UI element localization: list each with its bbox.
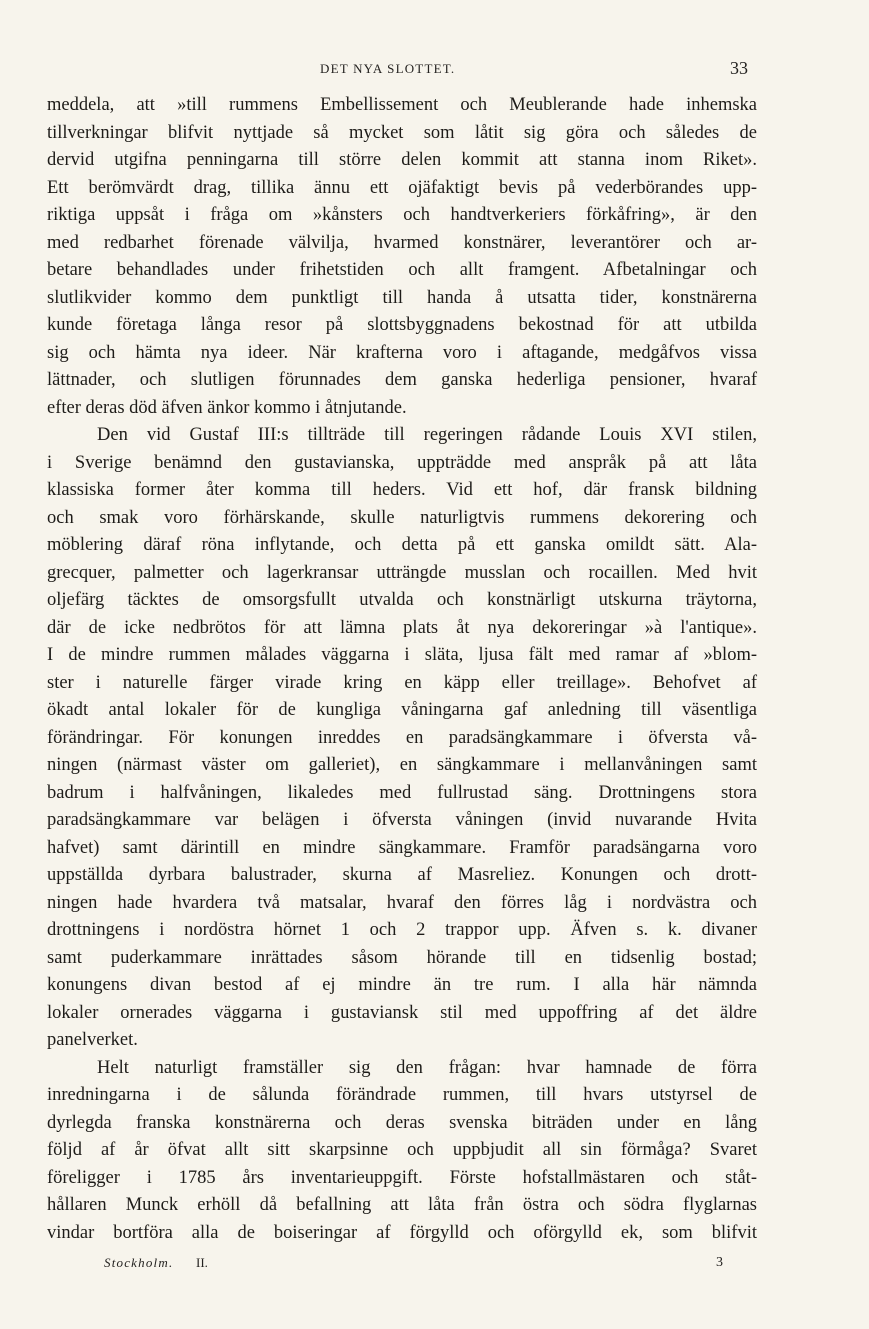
running-title: DET NYA SLOTTET. [320, 61, 456, 76]
text-line: paradsängkammare var belägen i öfversta våningen (invid nuvarande Hvita [47, 810, 757, 830]
text-line: med redbarhet förenade välvilja, hvarmed konstnärer, leverantörer och ar- [47, 232, 757, 253]
text-line: förändringar. För konungen inreddes en paradsängkammare i öfversta vå- [47, 727, 757, 748]
paragraph-start-line: Den vid Gustaf III:s tillträde till regeringen rådande Louis XVI stilen, [97, 425, 757, 445]
text-line: hafvet) samt därintill en mindre sängkammare. Framför paradsängarna voro [47, 837, 757, 858]
page-number: 33 [730, 58, 748, 78]
text-line: uppställda dyrbara balustrader, skurna af Masreliez. Konungen och drott- [47, 865, 757, 885]
text-line: ningen hade hvardera två matsalar, hvaraf den förres låg i nordvästra och [47, 892, 757, 913]
text-line: lokaler ornerades väggarna i gustaviansk stil med uppoffring af det äldre [47, 1002, 757, 1023]
text-line: badrum i halfvåningen, likaledes med fullrustad säng. Drottningens stora [47, 782, 757, 803]
body-text [47, 92, 757, 1247]
text-line: kunde företaga långa resor på slottsbyggnadens bekostnad för att utbilda [47, 315, 757, 335]
text-line: betare behandlades under frihetstiden och allt framgent. Afbetalningar och [47, 260, 757, 280]
text-line: tillverkningar blifvit nyttjade så mycket som låtit sig göra och således de [47, 122, 757, 143]
text-line: slutlikvider kommo dem punktligt till handa å utsatta tider, konstnärerna [47, 287, 757, 308]
text-line: följd af år öfvat allt sitt skarpsinne och uppbjudit all sin förmåga? Svaret [47, 1140, 757, 1160]
signature-place: Stockholm. [104, 1255, 174, 1270]
text-line: ster i naturelle färger virade kring en käpp eller treillage». Behofvet af [47, 672, 757, 693]
text-line: där de icke nedbrötos för att lämna plats åt nya dekoreringar »à l'antique». [47, 617, 757, 638]
text-line: riktiga uppsåt i fråga om »kånsters och handtverkeriers förkåfring», är den [47, 205, 757, 225]
paragraph-start-line: Helt naturligt framställer sig den frågan: hvar hamnade de förra [97, 1057, 757, 1078]
text-line: dyrlegda franska konstnärerna och deras svenska biträden under en lång [47, 1112, 757, 1133]
signature-number: 3 [716, 1255, 723, 1270]
text-line: efter deras död äfven änkor kommo i åtnjutande. [47, 397, 407, 418]
text-line: ningen (närmast väster om galleriet), en sängkammare i mellanvåningen samt [47, 755, 757, 775]
text-line: dervid utgifna penningarna till större delen kommit att stanna inom Riket». [47, 150, 757, 170]
text-line: panelverket. [47, 1030, 138, 1050]
text-line: vindar bortföra alla de boiseringar af förgylld och oförgylld ek, som blifvit [47, 1222, 757, 1243]
text-line: klassiska former åter komma till heders. Vid ett hof, där fransk bildning [47, 480, 757, 500]
text-line: konungens divan bestod af ej mindre än tre rum. I alla här nämnda [47, 975, 757, 995]
text-line: samt puderkammare inrättades såsom hörande till en tidsenlig bostad; [47, 947, 757, 968]
signature-part: II. [196, 1255, 208, 1270]
text-line: inredningarna i de sålunda förändrade rummen, till hvars utstyrsel de [47, 1085, 757, 1105]
text-line: Ett berömvärdt drag, tillika ännu ett ojäfaktigt bevis på vederbörandes upp- [47, 177, 757, 198]
text-line: meddela, att »till rummens Embellissement och Meublerande hade inhemska [47, 95, 757, 115]
text-line: ökadt antal lokaler för de kungliga våningarna gaf anledning till väsentliga [47, 700, 757, 720]
text-line: föreligger i 1785 års inventarieuppgift. Förste hofstallmästaren och ståt- [47, 1167, 757, 1188]
text-line: grecquer, palmetter och lagerkransar utträngde musslan och rocaillen. Med hvit [47, 562, 757, 583]
text-line: sig och hämta nya ideer. När krafterna voro i aftagande, medgåfvos vissa [47, 342, 757, 363]
text-line: hållaren Munck erhöll då befallning att låta från östra och södra flyglarnas [47, 1195, 757, 1215]
text-line: i Sverige benämnd den gustavianska, uppträdde med anspråk på att låta [47, 452, 757, 473]
text-line: drottningens i nordöstra hörnet 1 och 2 trappor upp. Äfven s. k. divaner [47, 920, 757, 940]
text-line: och smak voro förhärskande, skulle naturligtvis rummens dekorering och [47, 507, 757, 528]
text-line: I de mindre rummen målades väggarna i släta, ljusa fält med ramar af »blom- [47, 645, 757, 665]
text-line: lättnader, och slutligen förunnades dem ganska hederliga pensioner, hvaraf [47, 370, 757, 390]
text-line: oljefärg täcktes de omsorgsfullt utvalda och konstnärligt utskurna träytorna, [47, 590, 757, 610]
text-line: möblering däraf röna inflytande, och detta på ett ganska omildt sätt. Ala- [47, 535, 757, 555]
